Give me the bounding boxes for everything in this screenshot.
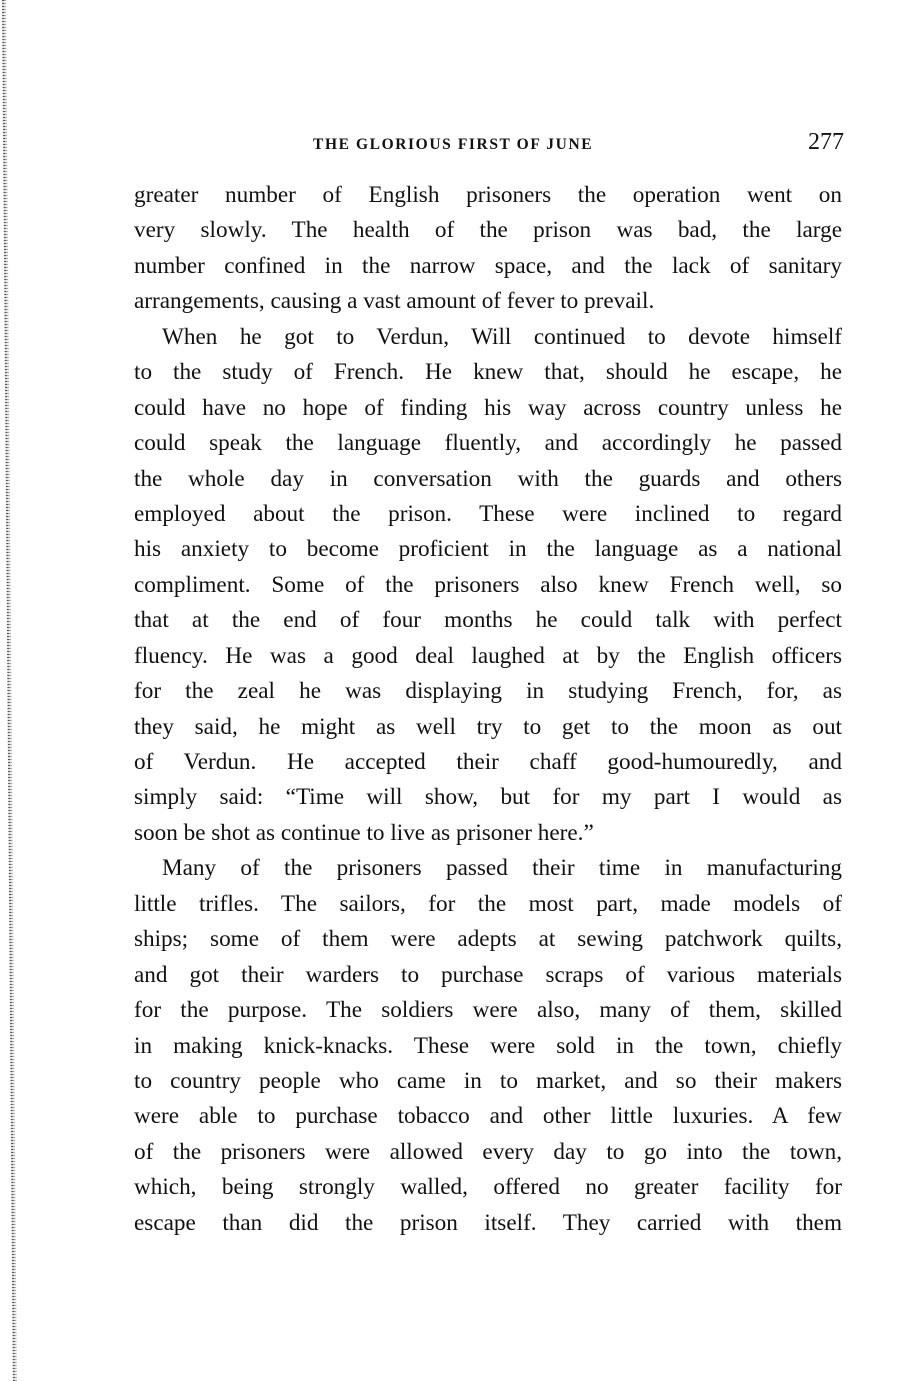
text-line: employed about the prison. These were inclined to regard [134,500,842,527]
text-line: the whole day in conversation with the guards and others [134,465,842,492]
paragraph-1 [134,178,842,320]
page-body [134,178,842,1241]
text-line: could have no hope of finding his way across country unless he [134,394,842,421]
text-line: and got their warders to purchase scraps of various materials [134,961,842,988]
text-line: Many of the prisoners passed their time in manufacturing [162,855,842,882]
text-line: they said, he might as well try to get to the moon as out [134,713,842,740]
text-line: of the prisoners were allowed every day to go into the town, [134,1138,842,1165]
text-line: that at the end of four months he could talk with perfect [134,607,842,634]
text-line: his anxiety to become proficient in the language as a national [134,536,842,563]
running-title: THE GLORIOUS FIRST OF JUNE [313,136,594,153]
page-number: 277 [808,129,844,155]
text-line: which, being strongly walled, offered no greater facility for [134,1174,842,1201]
text-line: When he got to Verdun, Will continued to devote himself [162,323,842,350]
text-line: number confined in the narrow space, and the lack of sanitary [134,252,842,279]
text-line: for the purpose. The soldiers were also, many of them, skilled [134,997,842,1024]
running-head [134,129,844,159]
text-line: simply said: “Time will show, but for my part I would as [134,784,842,811]
text-line: of Verdun. He accepted their chaff good-humouredly, and [134,749,842,775]
text-line: ships; some of them were adepts at sewing patchwork quilts, [134,926,842,953]
text-line: very slowly. The health of the prison was bad, the large [134,217,842,244]
text-line: little trifles. The sailors, for the most part, made models of [134,890,842,917]
text-line: soon be shot as continue to live as prisoner here.” [134,819,594,846]
scanned-binding-edge [0,0,28,1381]
text-line: greater number of English prisoners the operation went on [134,182,842,208]
text-line: arrangements, causing a vast amount of fever to prevail. [134,288,655,315]
paragraph-3 [134,851,842,1241]
text-line: could speak the language fluently, and accordingly he passed [134,430,842,457]
text-line: to the study of French. He knew that, should he escape, he [134,359,842,386]
text-line: compliment. Some of the prisoners also knew French well, so [134,571,842,598]
paragraph-2 [134,320,842,852]
text-line: escape than did the prison itself. They carried with them [134,1209,842,1236]
text-line: to country people who came in to market, and so their makers [134,1067,842,1094]
text-line: in making knick-knacks. These were sold in the town, chiefly [134,1032,842,1059]
text-line: fluency. He was a good deal laughed at by the English officers [134,642,842,669]
text-line: for the zeal he was displaying in studying French, for, as [134,678,842,705]
text-line: were able to purchase tobacco and other little luxuries. A few [134,1103,842,1130]
